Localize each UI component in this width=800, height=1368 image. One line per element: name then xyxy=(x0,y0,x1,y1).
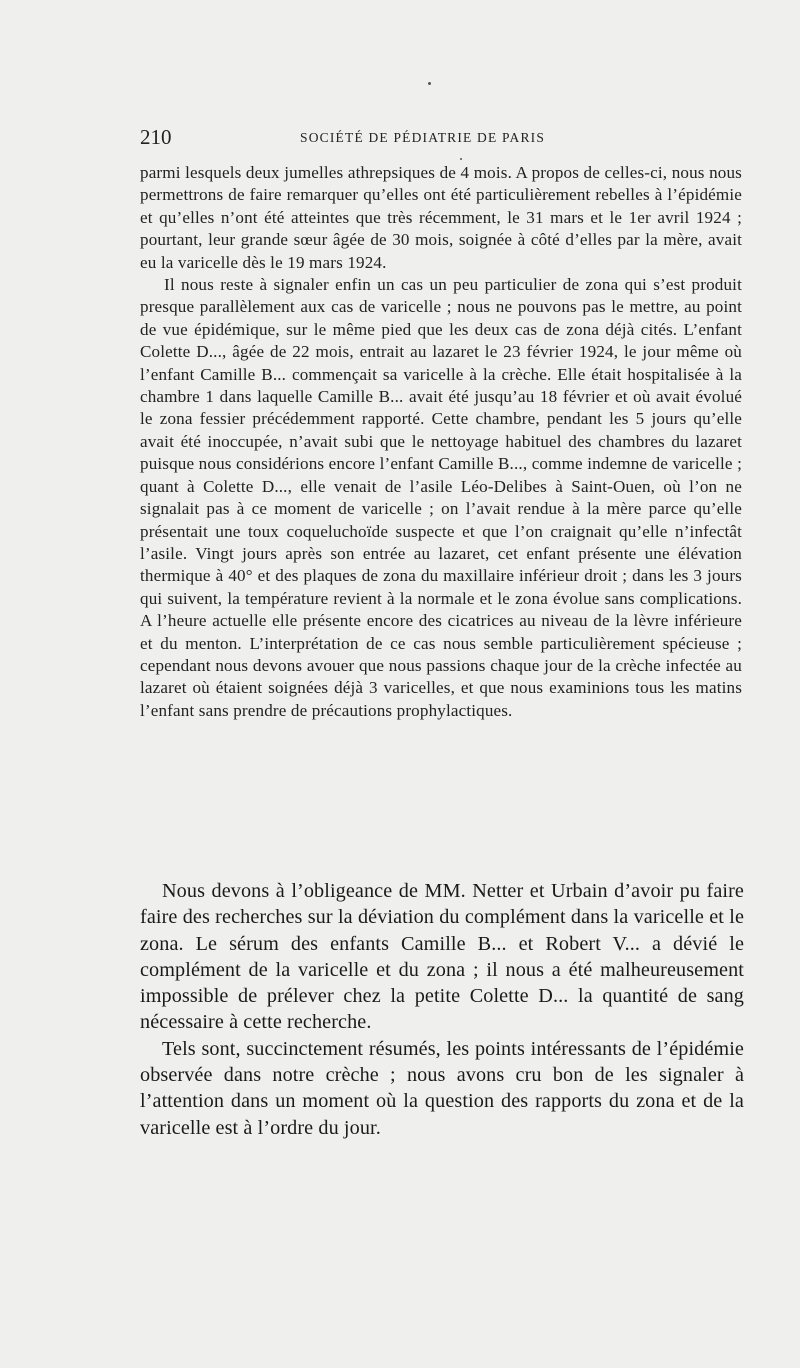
paragraph-conclusion: Tels sont, succinctement résumés, les points intéressants de l’épidémie observée dans notre crèche ; nous avons cru bon de les signaler à l’attention dans un moment où la question des rapports du zona et de la varicelle est à l’ordre du jour. xyxy=(140,1037,744,1139)
small-print-section xyxy=(140,162,742,722)
paragraph-zona-case: Il nous reste à signaler enfin un cas un peu particulier de zona qui s’est produit presque parallèlement aux cas de varicelle ; nous ne pouvons pas le mettre, au point de vue épidémique, sur le même pied que les deux cas de zona déjà cités. L’enfant Colette D..., âgée de 22 mois, entrait au lazaret le 23 février 1924, le jour même où l’enfant Camille B... commençait sa varicelle à la crèche. Elle était hospitalisée à la chambre 1 dans laquelle Camille B... avait été jusqu’au 18 février et où avait évolué le zona fessier précédemment rapporté. Cette chambre, pendant les 5 jours qu’elle avait été inoccupée, n’avait subi que le nettoyage habituel des chambres du lazaret puisque nous considérions encore l’enfant Camille B..., comme indemne de varicelle ; quant à Colette D..., elle venait de l’asile Léo-Delibes à Saint-Ouen, où l’on ne signalait pas à ce moment de varicelle ; on l’avait rendue à la mère parce qu’elle présentait une toux coqueluchoïde suspecte et que l’on craignait qu’elle n’infectât l’asile. Vingt jours après son entrée au lazaret, cet enfant présente une élévation thermique à 40° et des plaques de zona du maxillaire inférieur droit ; dans les 3 jours qui suivent, la température revient à la normale et le zona évolue sans complications. A l’heure actuelle elle présente encore des cicatrices au niveau de la lèvre inférieure et du menton. L’interprétation de ce cas nous semble particulièrement spécieuse ; cependant nous devons avouer que nous passions chaque jour de la crèche infectée au lazaret où étaient soignées déjà 3 varicelles, et que nous examinions tous les matins l’enfant sans prendre de précautions prophylactiques. xyxy=(140,275,742,720)
journal-title: SOCIÉTÉ DE PÉDIATRIE DE PARIS xyxy=(300,130,546,145)
running-head xyxy=(140,125,740,151)
paragraph-complement-deviation: Nous devons à l’obligeance de MM. Netter et Urbain d’avoir pu faire faire des recherches sur la déviation du complément dans la varicelle et le zona. Le sérum des enfants Camille B... et Robert V... a dévié le complément de la varicelle et du zona ; il nous a été malheureusement impossible de prélever chez la petite Colette D... la quantité de sang nécessaire à cette recherche. xyxy=(140,880,744,1034)
paragraph-twins: parmi lesquels deux jumelles athrepsiques de 4 mois. A propos de celles-ci, nous nous permettrons de faire remarquer qu’elles ont été particulièrement rebelles à l’épidémie et qu’elles n’ont été atteintes que très récemment, le 31 mars et le 1er avril 1924 ; pourtant, leur grande sœur âgée de 30 mois, soignée à côté d’elles par la mère, avait eu la varicelle dès le 19 mars 1924. xyxy=(140,163,742,272)
page-number: 210 xyxy=(140,125,172,149)
ink-speck xyxy=(460,158,462,160)
large-print-section xyxy=(140,878,744,1141)
ink-speck xyxy=(428,82,431,85)
